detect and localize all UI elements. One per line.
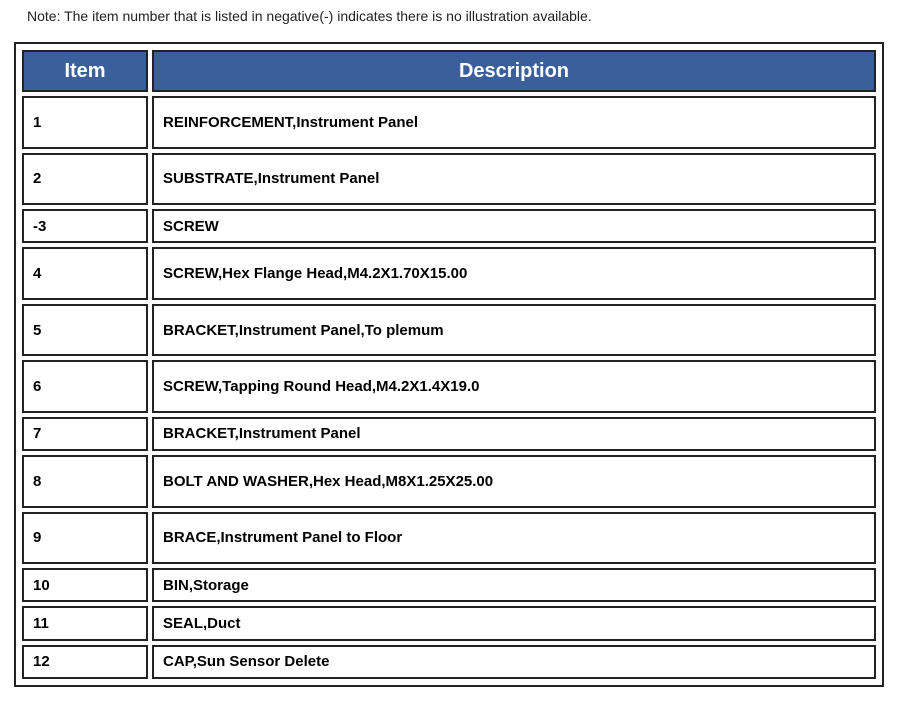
item-number-cell: 11	[22, 606, 148, 640]
parts-table-frame	[14, 42, 884, 687]
item-number-cell: 4	[22, 247, 148, 300]
table-row	[22, 153, 876, 206]
table-row	[22, 96, 876, 149]
table-row	[22, 568, 876, 602]
illustration-note: Note: The item number that is listed in negative(-) indicates there is no illustration available.	[27, 8, 592, 24]
item-number-cell: 9	[22, 512, 148, 565]
item-number-cell: 12	[22, 645, 148, 679]
item-number-cell: 8	[22, 455, 148, 508]
item-number-cell: 10	[22, 568, 148, 602]
description-cell: SCREW	[152, 209, 876, 243]
description-cell: BIN,Storage	[152, 568, 876, 602]
item-number-cell: 6	[22, 360, 148, 413]
description-cell: SEAL,Duct	[152, 606, 876, 640]
table-header-row	[22, 50, 876, 92]
parts-table	[18, 46, 880, 683]
description-cell: BRACE,Instrument Panel to Floor	[152, 512, 876, 565]
table-row	[22, 645, 876, 679]
table-row	[22, 304, 876, 357]
item-column-header: Item	[22, 50, 148, 92]
item-number-cell: 2	[22, 153, 148, 206]
description-cell: CAP,Sun Sensor Delete	[152, 645, 876, 679]
item-number-cell: -3	[22, 209, 148, 243]
description-cell: SCREW,Tapping Round Head,M4.2X1.4X19.0	[152, 360, 876, 413]
table-row	[22, 209, 876, 243]
description-cell: BOLT AND WASHER,Hex Head,M8X1.25X25.00	[152, 455, 876, 508]
table-row	[22, 455, 876, 508]
table-row	[22, 417, 876, 451]
table-row	[22, 606, 876, 640]
item-number-cell: 5	[22, 304, 148, 357]
description-cell: SUBSTRATE,Instrument Panel	[152, 153, 876, 206]
description-cell: SCREW,Hex Flange Head,M4.2X1.70X15.00	[152, 247, 876, 300]
item-number-cell: 1	[22, 96, 148, 149]
table-row	[22, 512, 876, 565]
description-cell: BRACKET,Instrument Panel	[152, 417, 876, 451]
table-row	[22, 360, 876, 413]
description-column-header: Description	[152, 50, 876, 92]
description-cell: BRACKET,Instrument Panel,To plemum	[152, 304, 876, 357]
parts-table-body	[22, 96, 876, 679]
description-cell: REINFORCEMENT,Instrument Panel	[152, 96, 876, 149]
item-number-cell: 7	[22, 417, 148, 451]
table-row	[22, 247, 876, 300]
